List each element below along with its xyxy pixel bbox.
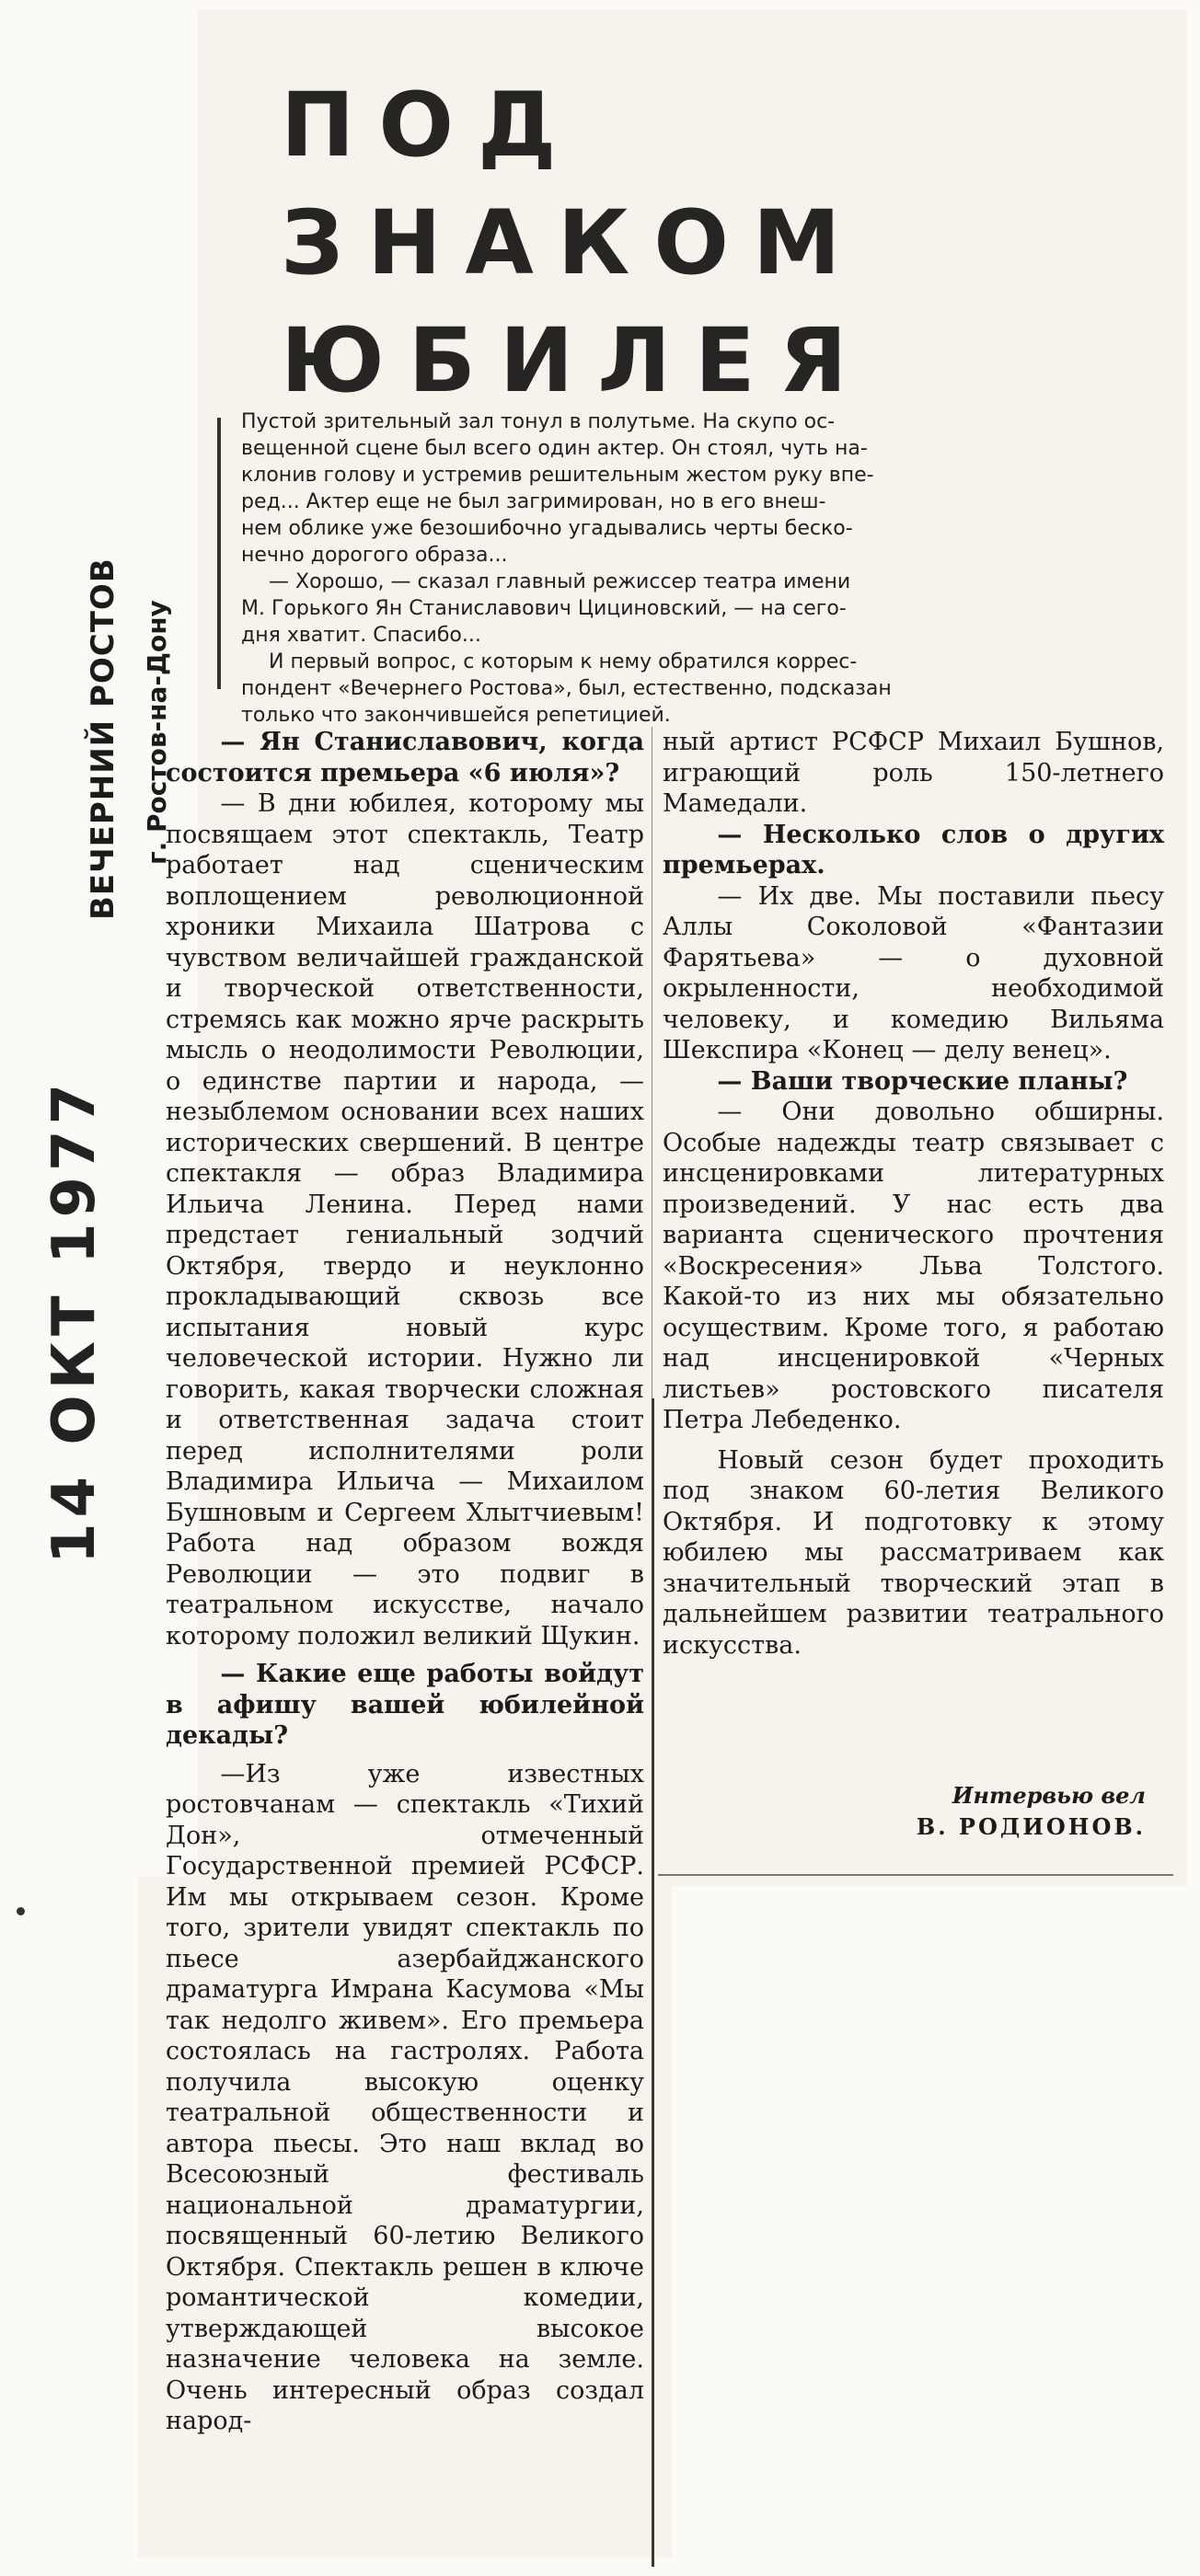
clipping-edge xyxy=(658,1874,1173,1876)
masthead xyxy=(85,558,172,920)
intro-line: клонив голову и устремив решительным жестом руку впе- xyxy=(241,464,874,487)
intro-line: И первый вопрос, с которым к нему обратился коррес- xyxy=(269,650,858,673)
headline-line: ПОД xyxy=(281,74,581,177)
answer: —Из уже известных ростовчанам — спектакль «Тихий Дон», отмеченный Государственной премией РСФСР. Им мы открываем сезон. Кроме того, зрители увидят спектакль по пьесе азербайджанского драматурга Имрана Касумова «Мы так недолго живем». Его премьера состоялась на гастролях. Работа получила высокую оценку театральной общественности и автора пьесы. Это наш вклад во Всесоюзный фестиваль национальной драматургии, посвященный 60-летию Великого Октября. Спектакль решен в ключе романтической комедии, утверждающей высокое назначение человека на земле. Очень интересный образ создал народ- xyxy=(166,1759,644,2435)
publication-name: ВЕЧЕРНИЙ РОСТОВ xyxy=(85,558,121,920)
answer: — Они довольно обширны. Особые надежды театр связывает с инсценировками литературных произведений. У нас есть два варианта сценического прочтения «Воскресения» Льва Толстого. Какой-то из них мы обязательно осуществим. Кроме того, я работаю над инсценировкой «Черных листьев» ростовского писателя Петра Лебеденко. xyxy=(663,1098,1164,1434)
headline xyxy=(281,66,980,420)
intro-paragraph xyxy=(241,408,1198,729)
intro-line: вещенной сцене был всего один актер. Он стоял, чуть на- xyxy=(241,437,868,460)
answer: Новый сезон будет проходить под знаком 60-летия Великого Октября. И подготовку к этому юбилею мы рассматриваем как значительный творческий этап в дальнейшем развитии театрального искусства. xyxy=(663,1445,1164,1660)
intro-line: М. Горького Ян Станиславович Цициновский, — на сего- xyxy=(241,597,847,620)
question: — Какие еще работы войдут в афишу вашей юбилейной декады? xyxy=(166,1660,644,1750)
byline-label: Интервью вел xyxy=(952,1782,1146,1809)
intro-line: пондент «Вечернего Ростова», был, естественно, подсказан xyxy=(241,677,892,700)
article-column-2 xyxy=(663,727,1164,1661)
answer: — Их две. Мы поставили пьесу Аллы Соколовой «Фантазии Фарятьева» — о духовной окрыленности, необходимой человеку, и комедию Вильяма Шекспира «Конец — делу венец». xyxy=(663,881,1164,1064)
ink-mark xyxy=(17,1907,25,1915)
answer: ный артист РСФСР Михаил Бушнов, играющий роль 150-летнего Мамедали. xyxy=(663,728,1164,818)
intro-line: дня хватит. Спасибо... xyxy=(241,624,481,647)
publication-city: г. Ростов-на-Дону xyxy=(142,600,172,865)
question: — Ваши творческие планы? xyxy=(717,1066,1128,1096)
intro-line: нечно дорогого образа... xyxy=(241,544,508,567)
date-stamp: 14 ОКТ 1977 xyxy=(40,1077,109,1564)
question: — Несколько слов о других премьерах. xyxy=(663,820,1164,880)
answer: — В дни юбилея, которому мы посвящаем этот спектакль, Театр работает над сценическим воплощением революционной хроники Михаила Шатрова с чувством величайшей гражданской и творческой ответственности, стремясь как можно ярче раскрыть мысль о неодолимости Революции, о единстве партии и народа, — незыблемом основании всех наших исторических свершений. В центре спектакля — образ Владимира Ильича Ленина. Перед нами предстает гениальный зодчий Октября, твердо и неуклонно прокладывающий сквозь все испытания новый курс человеческой истории. Нужно ли говорить, какая творчески сложная и ответственная задача стоит перед исполнителями роли Владимира Ильича — Михаилом Бушновым и Сергеем Хлытчиевым! Работа над образом вождя Революции — это подвиг в театральном искусстве, начало которому положил великий Щукин. xyxy=(166,789,644,1650)
headline-line: ЮБИЛЕЯ xyxy=(281,309,871,412)
intro-line: Пустой зрительный зал тонул в полутьме. На скупо ос- xyxy=(241,410,836,433)
column-divider xyxy=(652,1398,654,2567)
article-column-1 xyxy=(166,727,644,2437)
intro-line: ред... Актер еще не был загримирован, но в его внеш- xyxy=(241,490,826,513)
headline-line: ЗНАКОМ xyxy=(281,191,865,294)
intro-line: нем облике уже безошибочно угадывались черты беско- xyxy=(241,517,853,540)
byline-name: В. РОДИОНОВ. xyxy=(916,1813,1146,1840)
intro-line: только что закончившейся репетицией. xyxy=(241,704,671,727)
intro-bar xyxy=(217,418,221,689)
byline xyxy=(663,1780,1146,1843)
intro-line: — Хорошо, — сказал главный режиссер театра имени xyxy=(269,570,851,593)
question: — Ян Станиславович, когда состоится премьера «6 июля»? xyxy=(166,728,644,788)
